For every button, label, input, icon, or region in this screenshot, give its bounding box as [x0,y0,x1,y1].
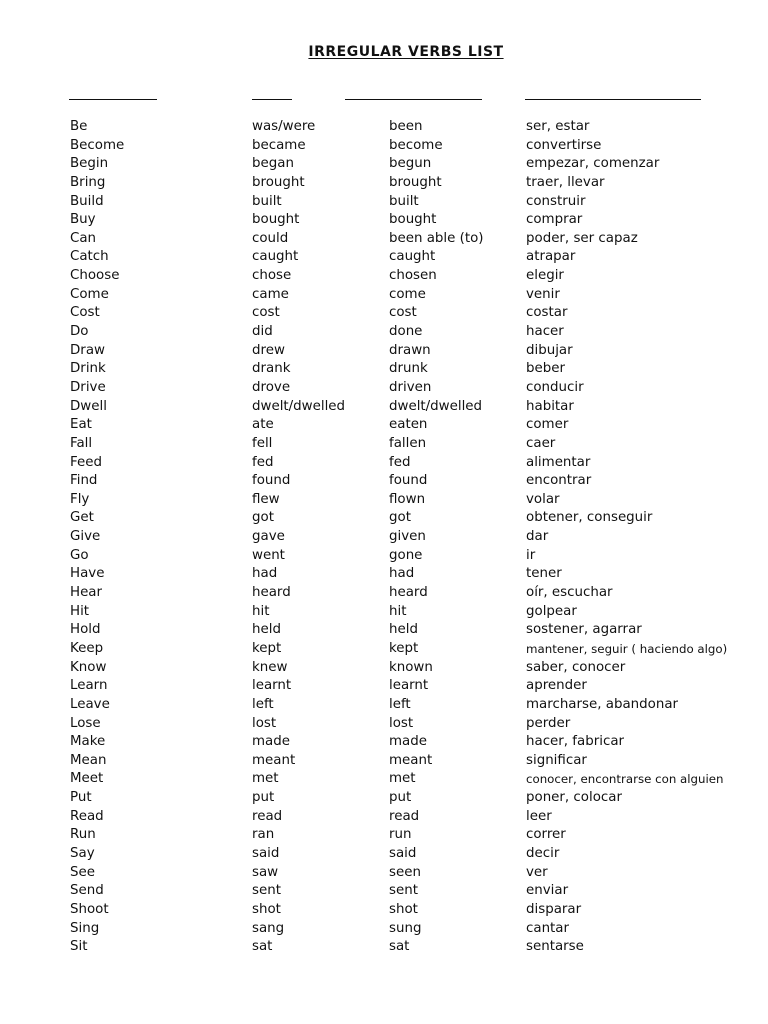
verb-row [0,137,768,156]
spanish-translation-cell: volar [526,491,560,507]
verb-row [0,677,768,696]
infinitive-cell: Be [70,119,88,134]
past-simple-cell: kept [252,640,282,656]
past-participle-cell: sat [389,939,410,955]
past-simple-cell: left [252,696,274,712]
past-participle-cell: been [389,119,423,134]
past-participle-cell: read [389,808,420,824]
verb-row [0,826,768,845]
verb-row [0,640,768,659]
infinitive-cell: Hear [70,585,103,601]
infinitive-cell: Shoot [70,901,109,917]
past-participle-cell: sent [389,883,418,899]
past-participle-cell: known [389,659,433,675]
spanish-translation-cell: obtener, conseguir [526,510,653,526]
infinitive-cell: Choose [70,268,120,284]
spanish-translation-cell: dar [526,529,549,545]
spanish-translation-cell: traer, llevar [526,174,605,190]
past-participle-cell: run [389,827,412,843]
infinitive-cell: Read [70,808,104,824]
past-simple-cell: caught [252,249,299,265]
past-simple-cell: fed [252,454,274,470]
past-participle-cell: hit [389,603,407,619]
infinitive-cell: Do [70,324,89,340]
verb-row [0,733,768,752]
past-participle-cell: sung [389,920,422,936]
verb-row [0,882,768,901]
past-participle-cell: meant [389,752,433,768]
infinitive-cell: Say [70,845,95,861]
past-simple-cell: hit [252,603,270,619]
infinitive-cell: Learn [70,678,108,694]
past-simple-cell: sent [252,883,281,899]
verb-row [0,621,768,640]
spanish-translation-cell: comer [526,417,569,433]
verb-row [0,230,768,249]
past-simple-cell: lost [252,715,277,731]
past-simple-cell: learnt [252,678,292,694]
infinitive-cell: Have [70,566,105,582]
past-simple-cell: shot [252,901,281,917]
past-simple-cell: got [252,510,274,526]
spanish-translation-cell: dibujar [526,342,573,358]
past-participle-cell: built [389,193,419,209]
past-participle-cell: found [389,473,428,489]
spanish-translation-cell: perder [526,715,571,731]
past-simple-cell: saw [252,864,279,880]
verb-row [0,938,768,957]
header-blank-translation [525,99,701,100]
infinitive-cell: Meet [70,771,104,787]
past-participle-cell: drunk [389,361,428,377]
spanish-translation-cell: enviar [526,883,569,899]
infinitive-cell: Find [70,473,98,489]
past-participle-cell: fed [389,454,411,470]
infinitive-cell: Come [70,286,109,302]
past-simple-cell: could [252,230,289,246]
verb-row [0,659,768,678]
infinitive-cell: Catch [70,249,109,265]
spanish-translation-cell: comprar [526,212,583,228]
past-simple-cell: sang [252,920,285,936]
verb-row [0,491,768,510]
past-simple-cell: knew [252,659,288,675]
infinitive-cell: Lose [70,715,101,731]
past-participle-cell: fallen [389,435,427,451]
past-participle-cell: learnt [389,678,429,694]
spanish-translation-cell: correr [526,827,566,843]
past-participle-cell: driven [389,379,432,395]
past-participle-cell: lost [389,715,414,731]
verb-row [0,770,768,789]
header-blank-infinitive [69,99,157,100]
past-participle-cell: held [389,622,418,638]
past-simple-cell: put [252,790,275,806]
past-participle-cell: begun [389,156,432,172]
spanish-translation-cell: leer [526,808,552,824]
past-participle-cell: got [389,510,411,526]
infinitive-cell: Eat [70,417,92,433]
infinitive-cell: Draw [70,342,105,358]
spanish-translation-cell: convertirse [526,137,602,153]
verb-row [0,286,768,305]
past-participle-cell: shot [389,901,418,917]
infinitive-cell: Can [70,230,97,246]
verb-row [0,789,768,808]
past-simple-cell: bought [252,212,300,228]
verb-row [0,118,768,137]
past-participle-cell: drawn [389,342,431,358]
infinitive-cell: Get [70,510,94,526]
spanish-translation-cell: cantar [526,920,570,936]
spanish-translation-cell: atrapar [526,249,576,265]
page-title: IRREGULAR VERBS LIST [308,44,504,60]
infinitive-cell: Drink [70,361,106,377]
verb-row [0,323,768,342]
verb-row [0,901,768,920]
verb-row [0,565,768,584]
infinitive-cell: Feed [70,454,102,470]
verb-row [0,379,768,398]
past-participle-cell: come [389,286,426,302]
past-participle-cell: been able (to) [389,230,484,246]
infinitive-cell: Build [70,193,104,209]
infinitive-cell: Leave [70,696,110,712]
spanish-translation-cell: costar [526,305,568,321]
infinitive-cell: Drive [70,379,106,395]
infinitive-cell: Fall [70,435,93,451]
past-simple-cell: heard [252,585,291,601]
past-simple-cell: fell [252,435,273,451]
infinitive-cell: Dwell [70,398,107,414]
verb-row [0,584,768,603]
verb-row [0,435,768,454]
past-simple-cell: read [252,808,283,824]
spanish-translation-cell: mantener, seguir ( haciendo algo) [526,641,728,656]
infinitive-cell: Cost [70,305,100,321]
verb-row [0,211,768,230]
past-participle-cell: flown [389,491,426,507]
past-simple-cell: met [252,771,279,787]
past-participle-cell: gone [389,547,423,563]
past-simple-cell: drank [252,361,291,377]
spanish-translation-cell: sentarse [526,939,584,955]
spanish-translation-cell: poner, colocar [526,790,622,806]
past-simple-cell: held [252,622,281,638]
infinitive-cell: Make [70,734,106,750]
spanish-translation-cell: conocer, encontrarse con alguien [526,772,724,787]
past-participle-cell: had [389,566,415,582]
spanish-translation-cell: habitar [526,398,574,414]
verb-row [0,193,768,212]
past-simple-cell: chose [252,268,292,284]
infinitive-cell: Run [70,827,96,843]
infinitive-cell: Buy [70,212,96,228]
infinitive-cell: Hit [70,603,90,619]
past-simple-cell: did [252,324,273,340]
verb-row [0,248,768,267]
past-participle-cell: bought [389,212,437,228]
infinitive-cell: Sing [70,920,100,936]
spanish-translation-cell: hacer, fabricar [526,734,625,750]
past-participle-cell: kept [389,640,419,656]
past-participle-cell: chosen [389,268,437,284]
infinitive-cell: Know [70,659,107,675]
verb-row [0,845,768,864]
past-simple-cell: brought [252,174,305,190]
spanish-translation-cell: empezar, comenzar [526,156,660,172]
spanish-translation-cell: ir [526,547,536,563]
spanish-translation-cell: significar [526,752,587,768]
spanish-translation-cell: alimentar [526,454,591,470]
past-participle-cell: left [389,696,411,712]
infinitive-cell: Sit [70,939,88,955]
spanish-translation-cell: conducir [526,379,584,395]
verb-row [0,752,768,771]
past-participle-cell: seen [389,864,421,880]
past-simple-cell: flew [252,491,280,507]
past-participle-cell: brought [389,174,442,190]
spanish-translation-cell: hacer [526,324,564,340]
past-simple-cell: gave [252,529,285,545]
header-blank-past [252,99,292,100]
past-participle-cell: said [389,845,417,861]
past-participle-cell: caught [389,249,436,265]
verb-row [0,472,768,491]
verb-row [0,528,768,547]
verb-row [0,398,768,417]
infinitive-cell: Hold [70,622,101,638]
verb-row [0,547,768,566]
past-participle-cell: dwelt/dwelled [389,398,483,414]
past-simple-cell: came [252,286,289,302]
spanish-translation-cell: oír, escuchar [526,585,613,601]
past-participle-cell: eaten [389,417,428,433]
spanish-translation-cell: decir [526,845,560,861]
past-participle-cell: heard [389,585,428,601]
past-participle-cell: given [389,529,426,545]
verb-row [0,174,768,193]
past-participle-cell: cost [389,305,417,321]
spanish-translation-cell: ser, estar [526,119,590,134]
verb-row [0,360,768,379]
infinitive-cell: Send [70,883,104,899]
past-simple-cell: had [252,566,278,582]
spanish-translation-cell: beber [526,361,565,377]
past-participle-cell: become [389,137,443,153]
verb-row [0,715,768,734]
past-simple-cell: drew [252,342,285,358]
past-participle-cell: put [389,790,412,806]
verb-row [0,808,768,827]
verb-row [0,509,768,528]
spanish-translation-cell: tener [526,566,562,582]
verb-row [0,920,768,939]
spanish-translation-cell: sostener, agarrar [526,622,642,638]
past-simple-cell: found [252,473,291,489]
infinitive-cell: Fly [70,491,90,507]
infinitive-cell: See [70,864,95,880]
spanish-translation-cell: saber, conocer [526,659,626,675]
past-participle-cell: made [389,734,427,750]
infinitive-cell: Go [70,547,89,563]
verb-row [0,416,768,435]
infinitive-cell: Put [70,790,92,806]
past-simple-cell: drove [252,379,291,395]
past-simple-cell: sat [252,939,273,955]
past-simple-cell: meant [252,752,296,768]
spanish-translation-cell: elegir [526,268,564,284]
spanish-translation-cell: construir [526,193,586,209]
infinitive-cell: Keep [70,640,104,656]
spanish-translation-cell: venir [526,286,560,302]
past-participle-cell: done [389,324,423,340]
verb-row [0,304,768,323]
infinitive-cell: Bring [70,174,106,190]
spanish-translation-cell: golpear [526,603,577,619]
verb-row [0,696,768,715]
verb-table [0,118,768,957]
verb-row [0,267,768,286]
past-simple-cell: ran [252,827,275,843]
past-simple-cell: dwelt/dwelled [252,398,346,414]
infinitive-cell: Mean [70,752,107,768]
verb-row [0,454,768,473]
past-simple-cell: went [252,547,285,563]
past-simple-cell: said [252,845,280,861]
past-simple-cell: was/were [252,119,316,134]
past-participle-cell: met [389,771,416,787]
infinitive-cell: Give [70,529,101,545]
verb-row [0,864,768,883]
infinitive-cell: Begin [70,156,109,172]
spanish-translation-cell: disparar [526,901,582,917]
spanish-translation-cell: marcharse, abandonar [526,696,679,712]
spanish-translation-cell: encontrar [526,473,592,489]
past-simple-cell: built [252,193,282,209]
verb-row [0,342,768,361]
spanish-translation-cell: poder, ser capaz [526,230,638,246]
past-simple-cell: cost [252,305,280,321]
verb-row [0,603,768,622]
header-blank-participle [345,99,482,100]
verb-row [0,155,768,174]
spanish-translation-cell: aprender [526,678,587,694]
spanish-translation-cell: caer [526,435,556,451]
past-simple-cell: began [252,156,294,172]
spanish-translation-cell: ver [526,864,548,880]
past-simple-cell: made [252,734,290,750]
past-simple-cell: ate [252,417,274,433]
infinitive-cell: Become [70,137,125,153]
past-simple-cell: became [252,137,306,153]
